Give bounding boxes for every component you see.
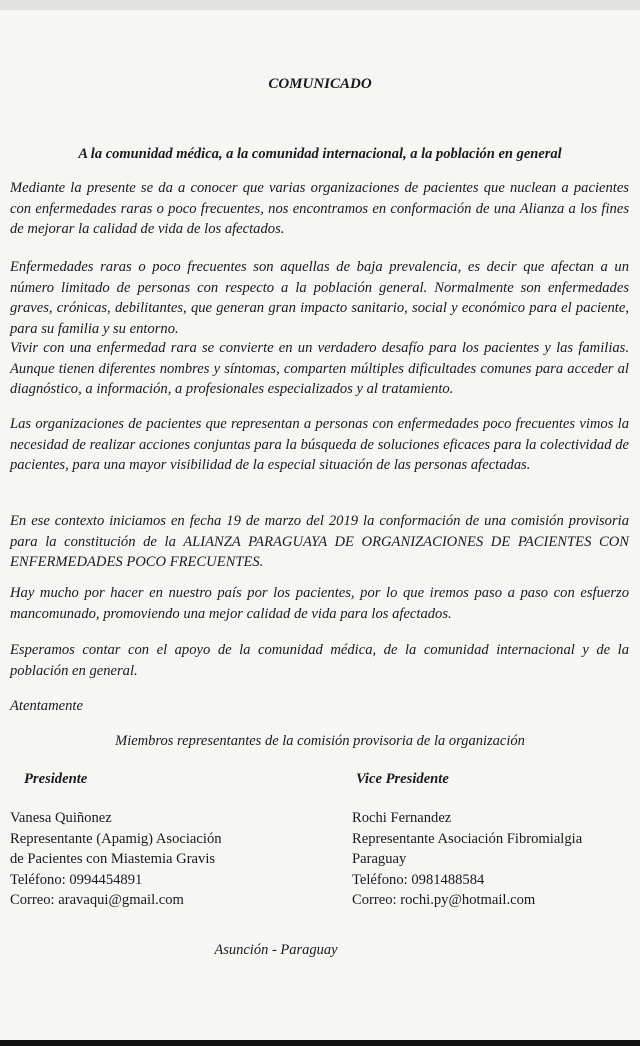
president-rep-line1: Representante (Apamig) Asociación	[10, 830, 222, 847]
president-email: Correo: aravaqui@gmail.com	[10, 892, 184, 908]
paragraph-7: Esperamos contar con el apoyo de la comunidad médica, de la comunidad internacional y de la población en general.	[10, 642, 629, 679]
president-phone: Teléfono: 0994454891	[10, 871, 143, 888]
president-heading: Presidente	[24, 771, 88, 787]
paragraph-5: En ese contexto iniciamos en fecha 19 de marzo del 2019 la conformación de una comisión provisoria para la constitución de la ALIANZA PARAGUAYA DE ORGANIZACIONES DE PACIENTES CON ENFERMEDADES POCO FRECUENTES.	[10, 513, 629, 570]
vice-president-rep-line2: Paraguay	[352, 851, 407, 867]
president-block	[10, 808, 320, 911]
paragraph-3: Vivir con una enfermedad rara se convierte en un verdadero desafío para los pacientes y las familias. Aunque tienen diferentes nombres y síntomas, comparten múltiples dificultades comunes para acceder al diagnóstico, a información, a profesionales especializados y al tratamiento.	[10, 340, 629, 397]
vice-president-block	[352, 808, 632, 911]
paragraph-1: Mediante la presente se da a conocer que varias organizaciones de pacientes que nuclean a pacientes con enfermedades raras o poco frecuentes, nos encontramos en conformación de una Alianza a los fines de mejorar la calidad de vida de los afectados.	[10, 180, 629, 237]
president-name: Vanesa Quiñonez	[10, 810, 112, 826]
bottom-edge	[0, 1040, 640, 1046]
vice-president-name: Rochi Fernandez	[352, 810, 452, 826]
paragraph-4: Las organizaciones de pacientes que representan a personas con enfermedades poco frecuentes vimos la necesidad de realizar acciones conjuntas para la búsqueda de soluciones eficaces para la colectividad de pacientes, para una mayor visibilidad de la especial situación de las personas afectadas.	[10, 416, 629, 473]
vice-president-rep-line1: Representante Asociación Fibromialgia	[352, 830, 583, 847]
vice-president-heading: Vice Presidente	[356, 771, 449, 787]
paragraph-2: Enfermedades raras o poco frecuentes son aquellas de baja prevalencia, es decir que afectan a un número limitado de personas con respecto a la población general. Normalmente son enfermedades graves, crónicas, debilitantes, que generan gran impacto sanitario, social y económico para el paciente, para su familia y su entorno.	[10, 259, 629, 337]
top-edge	[0, 0, 640, 10]
president-rep-line2: de Pacientes con Miastemia Gravis	[10, 851, 216, 867]
paragraph-6: Hay mucho por hacer en nuestro país por los pacientes, por lo que iremos paso a paso con esfuerzo mancomunado, promoviendo una mejor calidad de vida para los afectados.	[10, 585, 629, 622]
location-footer: Asunción - Paraguay	[214, 942, 338, 958]
vice-president-email: Correo: rochi.py@hotmail.com	[352, 892, 536, 908]
document-subtitle: A la comunidad médica, a la comunidad internacional, a la población en general	[78, 146, 562, 162]
vice-president-phone: Teléfono: 0981488584	[352, 871, 485, 888]
document-title: COMUNICADO	[268, 76, 372, 92]
members-heading: Miembros representantes de la comisión provisoria de la organización	[115, 733, 525, 749]
closing-text: Atentamente	[10, 698, 83, 714]
